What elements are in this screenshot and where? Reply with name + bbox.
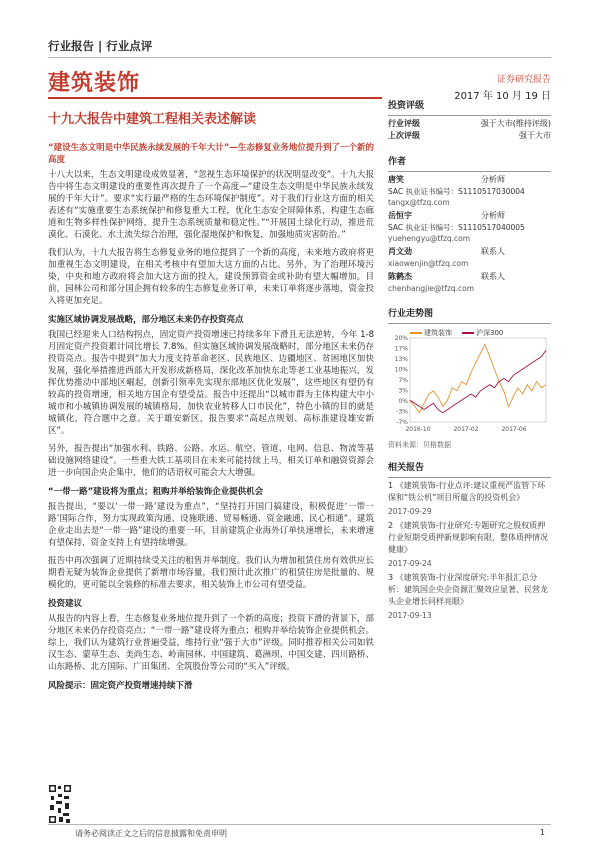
subheading-investment: 投资建议 <box>48 599 83 609</box>
disclaimer-note: 请务必阅读正文之后的信息披露和免责申明 <box>75 829 227 838</box>
trend-divider <box>388 323 551 324</box>
author-email[interactable]: xiaowenjin@tfzq.com <box>388 259 469 268</box>
legend-label: 建筑装饰 <box>424 329 452 337</box>
chart-source: 资料来源：贝格数据 <box>388 441 451 449</box>
sector-title: 建筑装饰 <box>48 71 141 96</box>
author-name: 陈鹤杰 <box>388 272 412 281</box>
x-tick-label: 2017-06 <box>501 426 527 433</box>
related-report-item[interactable] <box>388 572 551 621</box>
legend-item <box>462 328 503 338</box>
author-cert: SAC 执业证书编号：S1110517040005 <box>388 223 525 232</box>
y-tick-label: 3% <box>398 387 408 395</box>
trend-section-title: 行业走势图 <box>388 309 434 319</box>
industry-rating-row <box>388 118 551 130</box>
industry-rating-value: 强于大市(维持评级) <box>480 119 551 128</box>
series-line <box>410 344 546 413</box>
trend-chart-svg <box>388 326 551 438</box>
body-paragraph-2: 我们认为，十九大报告将生态修复业务的地位提到了一个新的高度，未来地方政府将更加重视生态文明建设，在相关考核中有望加大这方面的占比。另外，为了治理环境污染，中央和地方政府将会加大这方面的投入，建设预算资金或补助有望大幅增加。目前，园林公司和部分国企拥有较多的生态修复业务订单，未来订单将逐步落地，资金投入将更加充足。 <box>48 248 374 306</box>
author-email[interactable]: yuehengyu@tfzq.com <box>388 234 471 243</box>
title-divider <box>48 97 382 99</box>
report-title: 十九大报告中建筑工程相关表述解读 <box>48 112 257 127</box>
y-tick-label: 10% <box>394 366 408 374</box>
author-name: 岳恒宇 <box>388 211 412 220</box>
chart-legend <box>410 328 503 338</box>
body-paragraph-1: 十八大以来，生态文明建设成效显著，“忽视生态环境保护的状况明显改变”。十九大报告中将生态文明建设的重要性再次提升了一个高度—“建设生态文明是中华民族永续发展的千年大计”。要求“实行最严格的生态环境保护制度”。对于我们行业这方面的相关表述有“实施重要生态系统保护和修复重大工程，优化生态安全屏障体系，构建生态廊道和生物多样性保护网络，提升生态系统质量和稳定性。”“开展国土绿化行动，推进荒漠化、石漠化、水土流失综合治理，强化湿地保护和恢复，加强地质灾害防治。” <box>48 170 374 240</box>
author-entry <box>388 174 551 208</box>
author-email[interactable]: chenhangjie@tfzq.com <box>388 284 475 293</box>
y-tick-label: 13% <box>394 356 408 363</box>
report-category: 行业报告 | 行业点评 <box>48 39 153 53</box>
body-paragraph-3: 我国已经迎来人口结构拐点，固定资产投资增速已持续多年下滑且无法逆转，今年 1-8 月固定资产投资累计同比增长 7.8%。但实施区域协调发展战略时，部分地区未来仍存投资亮点。报告中提到“加大力度支持革命老区、民族地区、边疆地区、贫困地区加快发展，强化举措推进西部大开发形成新格局，深化改革加快东北等老工业基地振兴，发挥优势推动中部地区崛起，创新引领率先实现东部地区优化发展”，这些地区有望仍有较高的投资增速，相关地方国企有望受益。报告中还提出“以城市群为主体构建大中小城市和小城镇协调发展的城镇格局，加快农业转移人口市民化”，特色小镇的目的就是城镇化，符合题中之意。关于雄安新区，报告要求“高起点规划、高标准建设雄安新区”。 <box>48 330 374 436</box>
author-role: 联系人 <box>481 247 505 256</box>
trend-chart <box>388 326 551 438</box>
subheading-risk: 风险提示：固定资产投资增速持续下滑 <box>48 681 193 691</box>
author-role: 联系人 <box>481 272 505 281</box>
body-paragraph-6: 报告中再次强调了近期持续受关注的租售并举制度。我们认为增加租赁住房有效供应长期看无疑为装饰企业提供了新增市场容量，我们预计此次推广的租赁住房是批量的、规模化的，更可能以全装修的标准去要求，相关装饰上市公司有望受益。 <box>48 556 374 590</box>
author-role: 分析师 <box>481 211 505 220</box>
x-tick-label: 2017-02 <box>453 426 479 433</box>
report-date: 2017 年 10 月 19 日 <box>454 91 551 102</box>
related-report-item[interactable] <box>388 480 551 517</box>
rating-section-title: 投资评级 <box>388 101 425 111</box>
qr-code-icon <box>48 784 72 824</box>
sidebar <box>388 100 551 624</box>
authors-divider <box>388 171 551 172</box>
authors-section-title: 作者 <box>388 157 407 167</box>
related-divider <box>388 477 551 478</box>
main-column <box>48 142 374 695</box>
y-tick-label: -3% <box>396 408 408 416</box>
y-tick-label: 20% <box>394 335 408 342</box>
y-tick-label: 17% <box>394 345 408 353</box>
rating-divider <box>388 115 551 116</box>
series-line <box>410 350 546 412</box>
related-report-title[interactable]: 3 《建筑装饰-行业深度研究:半年报汇总分析：建筑国企央企资源汇聚效应显著，民营龙头企业增长同样亮眼》 <box>388 573 548 606</box>
related-report-date: 2017-09-24 <box>388 559 432 568</box>
legend-label: 沪深300 <box>476 329 504 337</box>
prev-rating-value: 强于大市 <box>519 131 551 140</box>
header-divider <box>48 57 551 58</box>
report-type: 证券研究报告 <box>496 75 551 85</box>
x-tick-label: 2016-10 <box>405 426 431 433</box>
page-number: 1 <box>539 828 545 837</box>
related-report-title[interactable]: 2 《建筑装饰-行业研究:专题研究之股权质押 行业短期受质押新规影响有限，整体质押情况健康》 <box>388 521 548 554</box>
subheading-belt-road: “一带一路”建设将为重点；租购并举给装饰企业提供机会 <box>48 487 264 497</box>
footer-divider <box>48 824 551 825</box>
author-role: 分析师 <box>481 175 505 184</box>
related-section-title: 相关报告 <box>388 463 425 473</box>
related-report-date: 2017-09-29 <box>388 507 432 516</box>
subheading-regional: 实施区域协调发展战略，部分地区未来仍存投资亮点 <box>48 315 244 325</box>
related-report-date: 2017-09-13 <box>388 611 432 620</box>
body-paragraph-7: 从报告的内容上看，生态修复业务地位提升到了一个新的高度；投资下滑的背景下，部分地区未来仍存投资亮点；“一带一路”建设将为重点；租购并举给装饰企业提供机会。综上，我们认为建筑行业普遍受益，维持行业“强于大市”评级。同时推荐相关公司如铁汉生态、蒙草生态、美尚生态、岭南园林、中国建筑、葛洲坝、中国交建、四川路桥、山东路桥、北方国际、广田集团、全筑股份等公司的“买入”评级。 <box>48 614 374 672</box>
related-report-item[interactable] <box>388 520 551 569</box>
y-tick-label: 7% <box>398 377 408 384</box>
author-name: 肖文劲 <box>388 247 412 256</box>
legend-swatch <box>410 332 422 334</box>
prev-rating-label: 上次评级 <box>388 131 420 140</box>
author-entry <box>388 210 551 244</box>
author-cert: SAC 执业证书编号：S1110517030004 <box>388 187 525 196</box>
body-paragraph-4: 另外，报告提出“加强水利、铁路、公路、水运、航空、管道、电网、信息、物流等基础设施网络建设”。一些重大铁工基项目在未来可能持续上马，相关订单和融资资源会进一步向国企央企集中，他们的话语权可能会大大增强。 <box>48 444 374 478</box>
lead-paragraph: “建设生态文明是中华民族永续发展的千年大计”—生态修复业务地位提升到了一个新的高度 <box>48 143 374 165</box>
author-name: 唐笑 <box>388 175 404 184</box>
y-tick-label: -7% <box>396 419 408 426</box>
legend-item <box>410 328 452 338</box>
y-tick-label: 0% <box>398 398 408 405</box>
body-paragraph-5: 报告提出，“要以‘一带一路’建设为重点”，“坚持打开国门搞建设，积极促进‘一带一路’国际合作，努力实现政策沟通、设施联通、贸易畅通、资金融通、民心相通”。建筑企业走出去是“一带一路”建设的重要一环，目前建筑企业海外订单快速增长，未来增速有望保持，资金支持上有望持续增强。 <box>48 502 374 548</box>
author-entry <box>388 271 551 294</box>
prev-rating-row <box>388 130 551 142</box>
author-email[interactable]: tangx@tfzq.com <box>388 198 450 207</box>
industry-rating-label: 行业评级 <box>388 119 420 128</box>
legend-swatch <box>462 332 474 334</box>
plot-frame <box>410 338 546 422</box>
related-report-title[interactable]: 1 《建筑装饰-行业点评:建议重视严监管下环保和“铁公机”项目所蕴含的投资机会》 <box>388 481 546 502</box>
author-entry <box>388 246 551 269</box>
